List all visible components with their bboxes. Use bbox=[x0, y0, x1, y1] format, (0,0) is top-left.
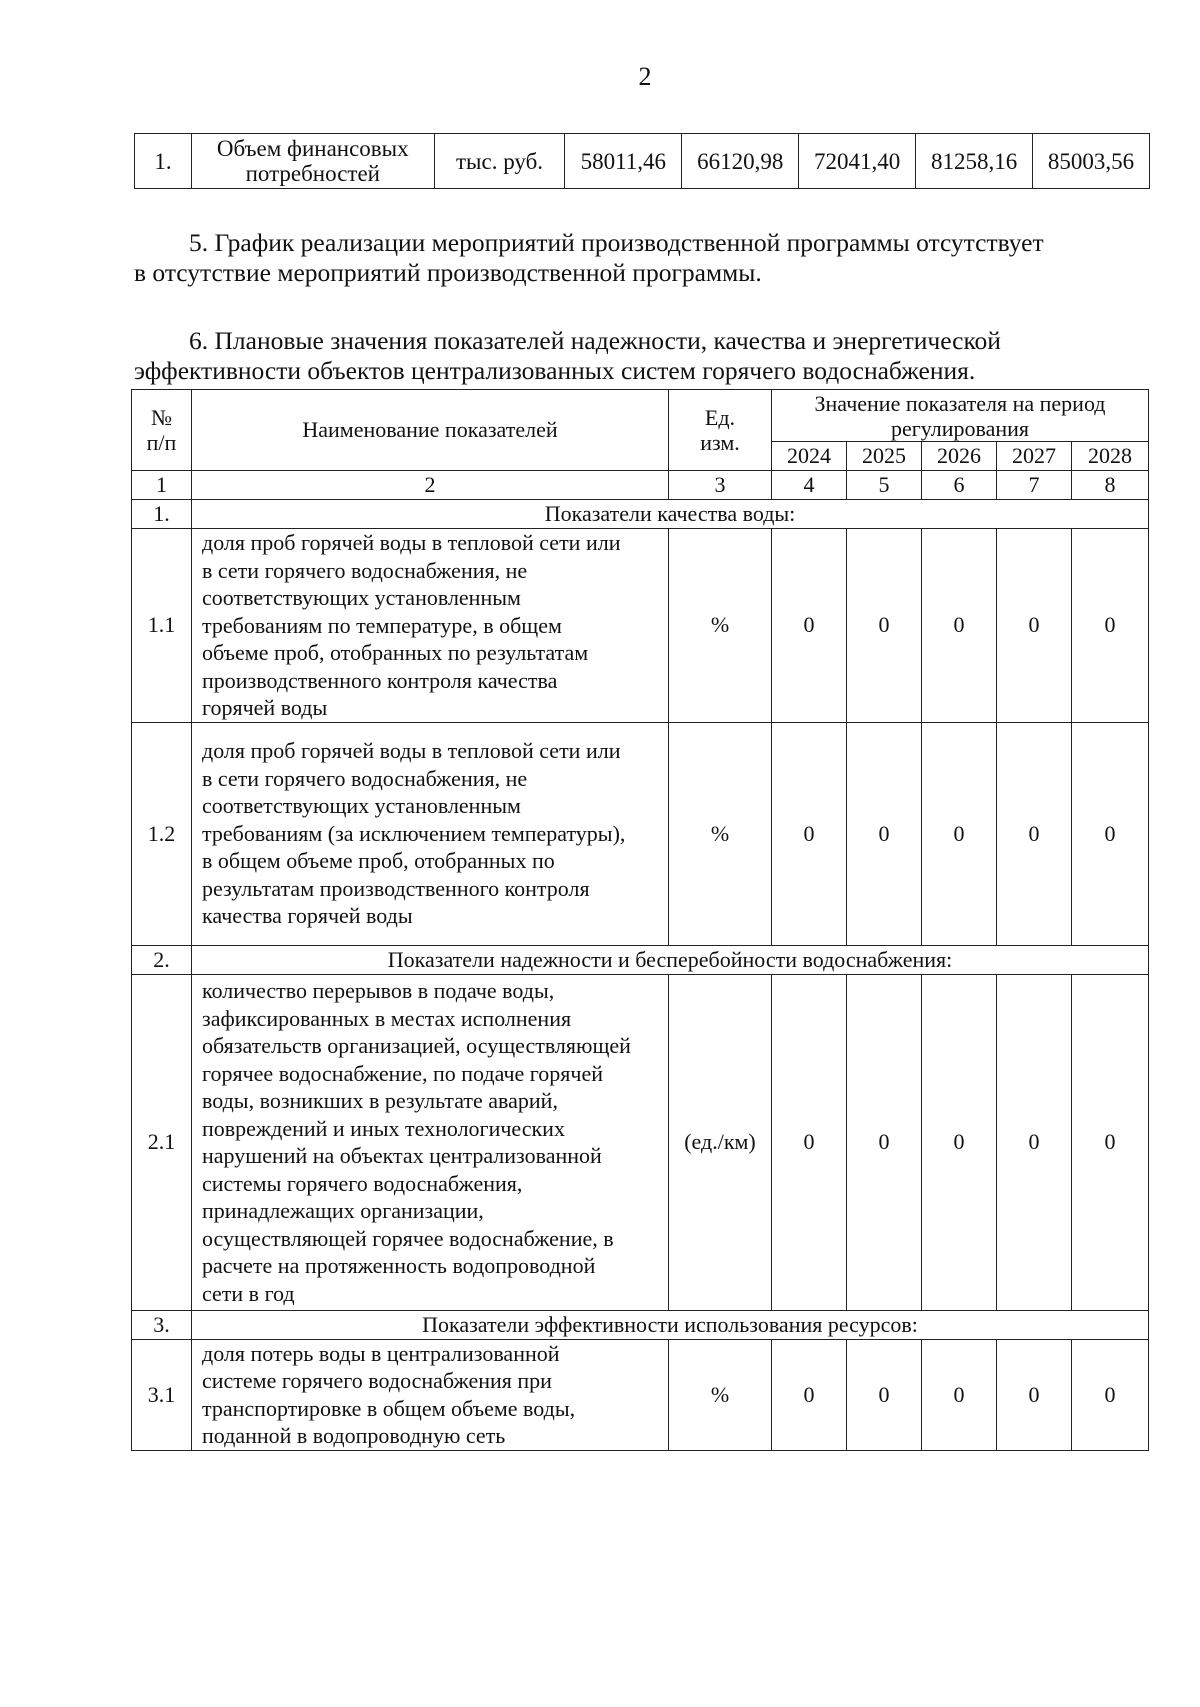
value-cell: 81258,16 bbox=[916, 134, 1033, 189]
section-row bbox=[132, 945, 1149, 974]
unit-cell: % bbox=[669, 722, 772, 945]
financial-needs-table bbox=[134, 133, 1150, 189]
value-cell: 0 bbox=[922, 722, 997, 945]
table-row bbox=[132, 974, 1149, 1310]
row-number: 1. bbox=[135, 134, 192, 189]
unit-cell: тыс. руб. bbox=[434, 134, 565, 189]
column-number: 5 bbox=[847, 471, 922, 500]
indicator-name: доля проб горячей воды в тепловой сети или в сети горячего водоснабжения, не соответствующих установленным требованиям (за исключением температуры), в общем объеме проб, отобранных по результатам производственного контроля качества горячей воды bbox=[192, 722, 669, 945]
column-number: 1 bbox=[132, 471, 192, 500]
section-number: 2. bbox=[132, 945, 192, 974]
section-number: 1. bbox=[132, 500, 192, 529]
value-cell: 0 bbox=[847, 974, 922, 1310]
value-cell: 0 bbox=[847, 529, 922, 723]
column-number: 8 bbox=[1072, 471, 1149, 500]
value-cell: 0 bbox=[997, 529, 1072, 723]
column-number: 3 bbox=[669, 471, 772, 500]
row-number: 3.1 bbox=[132, 1339, 192, 1450]
indicators-table bbox=[131, 389, 1149, 1451]
value-cell: 0 bbox=[997, 974, 1072, 1310]
value-cell: 58011,46 bbox=[565, 134, 682, 189]
header-period: Значение показателя на период регулирования bbox=[772, 390, 1149, 442]
value-cell: 0 bbox=[1072, 1339, 1149, 1450]
indicator-name: доля проб горячей воды в тепловой сети или в сети горячего водоснабжения, не соответствующих установленным требованиям по температуре, в общем объеме проб, отобранных по результатам производственного контроля качества горячей воды bbox=[192, 529, 669, 723]
row-number: 1.1 bbox=[132, 529, 192, 723]
section-number: 3. bbox=[132, 1310, 192, 1339]
column-numbers-row bbox=[132, 471, 1149, 500]
value-cell: 0 bbox=[922, 974, 997, 1310]
section-title: Показатели качества воды: bbox=[192, 500, 1149, 529]
table-row bbox=[132, 529, 1149, 723]
header-name: Наименование показателей bbox=[192, 390, 669, 471]
unit-cell: % bbox=[669, 1339, 772, 1450]
header-row bbox=[132, 390, 1149, 442]
value-cell: 0 bbox=[1072, 529, 1149, 723]
value-cell: 0 bbox=[922, 529, 997, 723]
paragraph-line: эффективности объектов централизованных систем горячего водоснабжения. bbox=[134, 356, 976, 385]
value-cell: 0 bbox=[847, 722, 922, 945]
paragraph-6 bbox=[134, 326, 1150, 386]
column-number: 6 bbox=[922, 471, 997, 500]
section-row bbox=[132, 1310, 1149, 1339]
table-row bbox=[132, 722, 1149, 945]
value-cell: 0 bbox=[1072, 722, 1149, 945]
header-year: 2027 bbox=[997, 442, 1072, 471]
column-number: 7 bbox=[997, 471, 1072, 500]
page-number: 2 bbox=[638, 62, 652, 91]
value-cell: 0 bbox=[922, 1339, 997, 1450]
value-cell: 0 bbox=[997, 1339, 1072, 1450]
indicator-name: доля потерь воды в централизованной системе горячего водоснабжения при транспортировке в общем объеме воды, поданной в водопроводную сеть bbox=[192, 1339, 669, 1450]
paragraph-5 bbox=[134, 228, 1150, 288]
column-number: 2 bbox=[192, 471, 669, 500]
row-number: 2.1 bbox=[132, 974, 192, 1310]
value-cell: 85003,56 bbox=[1033, 134, 1150, 189]
table-row bbox=[132, 1339, 1149, 1450]
unit-cell: % bbox=[669, 529, 772, 723]
indicator-name: Объем финансовых потребностей bbox=[191, 134, 434, 189]
section-title: Показатели надежности и бесперебойности водоснабжения: bbox=[192, 945, 1149, 974]
header-year: 2024 bbox=[772, 442, 847, 471]
section-title: Показатели эффективности использования ресурсов: bbox=[192, 1310, 1149, 1339]
value-cell: 0 bbox=[997, 722, 1072, 945]
header-year: 2026 bbox=[922, 442, 997, 471]
unit-cell: (ед./км) bbox=[669, 974, 772, 1310]
value-cell: 0 bbox=[772, 974, 847, 1310]
column-number: 4 bbox=[772, 471, 847, 500]
value-cell: 72041,40 bbox=[799, 134, 916, 189]
header-num: № п/п bbox=[132, 390, 192, 471]
paragraph-line: 6. Плановые значения показателей надежности, качества и энергетической bbox=[189, 326, 1001, 355]
value-cell: 0 bbox=[772, 1339, 847, 1450]
value-cell: 66120,98 bbox=[682, 134, 799, 189]
header-unit: Ед. изм. bbox=[669, 390, 772, 471]
paragraph-line: 5. График реализации мероприятий производственной программы отсутствует bbox=[189, 228, 1044, 257]
value-cell: 0 bbox=[772, 722, 847, 945]
header-year: 2025 bbox=[847, 442, 922, 471]
section-row bbox=[132, 500, 1149, 529]
indicator-name: количество перерывов в подаче воды, зафиксированных в местах исполнения обязательств организацией, осуществляющей горячее водоснабжение, по подаче горячей воды, возникших в результате аварий, повреждений и иных технологических нарушений на объектах централизованной системы горячего водоснабжения, принадлежащих организации, осуществляющей горячее водоснабжение, в расчете на протяженность водопроводной сети в год bbox=[192, 974, 669, 1310]
table-row bbox=[135, 134, 1150, 189]
row-number: 1.2 bbox=[132, 722, 192, 945]
value-cell: 0 bbox=[772, 529, 847, 723]
value-cell: 0 bbox=[847, 1339, 922, 1450]
paragraph-line: в отсутствие мероприятий производственной программы. bbox=[134, 258, 762, 287]
header-year: 2028 bbox=[1072, 442, 1149, 471]
value-cell: 0 bbox=[1072, 974, 1149, 1310]
